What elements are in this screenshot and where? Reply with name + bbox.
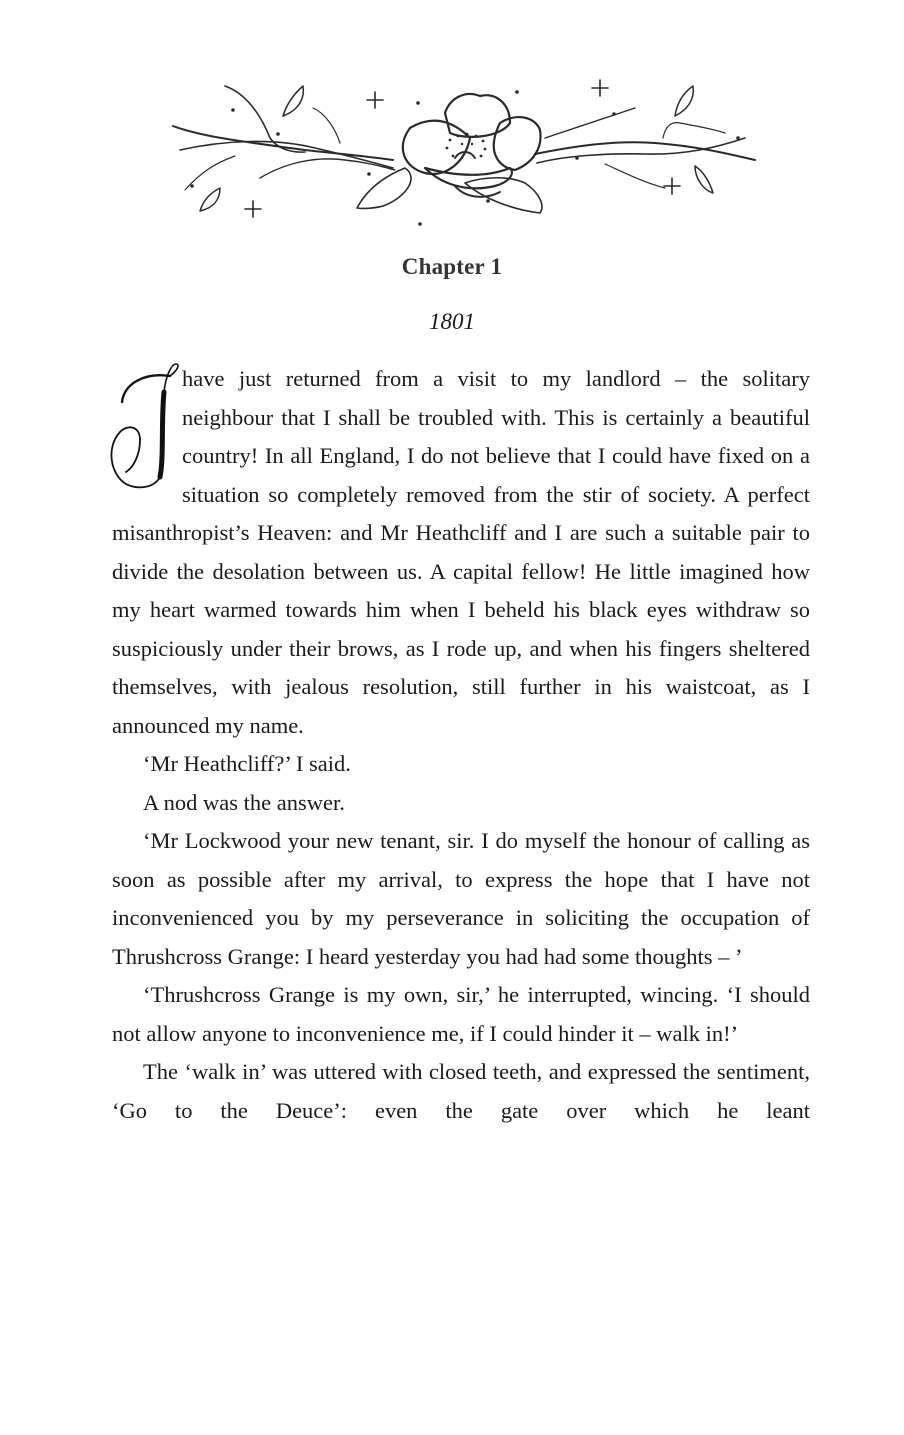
paragraph-6: The ‘walk in’ was uttered with closed teeth, and expressed the sentiment, ‘Go to the Deuce’: even the gate over which he leant [112,1059,810,1123]
paragraph-1-text: have just returned from a visit to my landlord – the solitary neighbour that I shall be troubled with. This is certainly a beautiful country! In all England, I do not believe that I could have fixed on a situation so completely removed from the stir of society. A perfect misanthropist’s Heaven: and Mr Heathcliff and I are such a suitable pair to divide the desolation between us. A capital fellow! He little imagined how my heart warmed towards him when I beheld his black eyes withdraw so suspiciously under their brows, as I rode up, and when his fingers sheltered themselves, with jealous resolution, still further in his waistcoat, as I announced my name. [112,366,810,738]
chapter-date: 1801 [429,309,475,334]
rose-vine-ornament-icon [165,68,760,233]
paragraph-4: ‘Mr Lockwood your new tenant, sir. I do myself the honour of calling as soon as possible after my arrival, to express the hope that I have not inconvenienced you by my perseverance in soliciting the occupation of Thrushcross Grange: I heard yesterday you had had some thoughts – ’ [112,828,810,969]
paragraph-2: ‘Mr Heathcliff?’ I said. [143,751,351,776]
paragraph-1 [112,360,810,745]
paragraph-3: A nod was the answer. [143,789,345,815]
chapter-body [112,360,810,1130]
chapter-title: Chapter 1 [401,254,503,279]
dropcap-letter-i-icon [108,362,170,482]
paragraph-5: ‘Thrushcross Grange is my own, sir,’ he interrupted, wincing. ‘I should not allow anyone to inconvenience me, if I could hinder it – walk in!’ [112,982,810,1046]
